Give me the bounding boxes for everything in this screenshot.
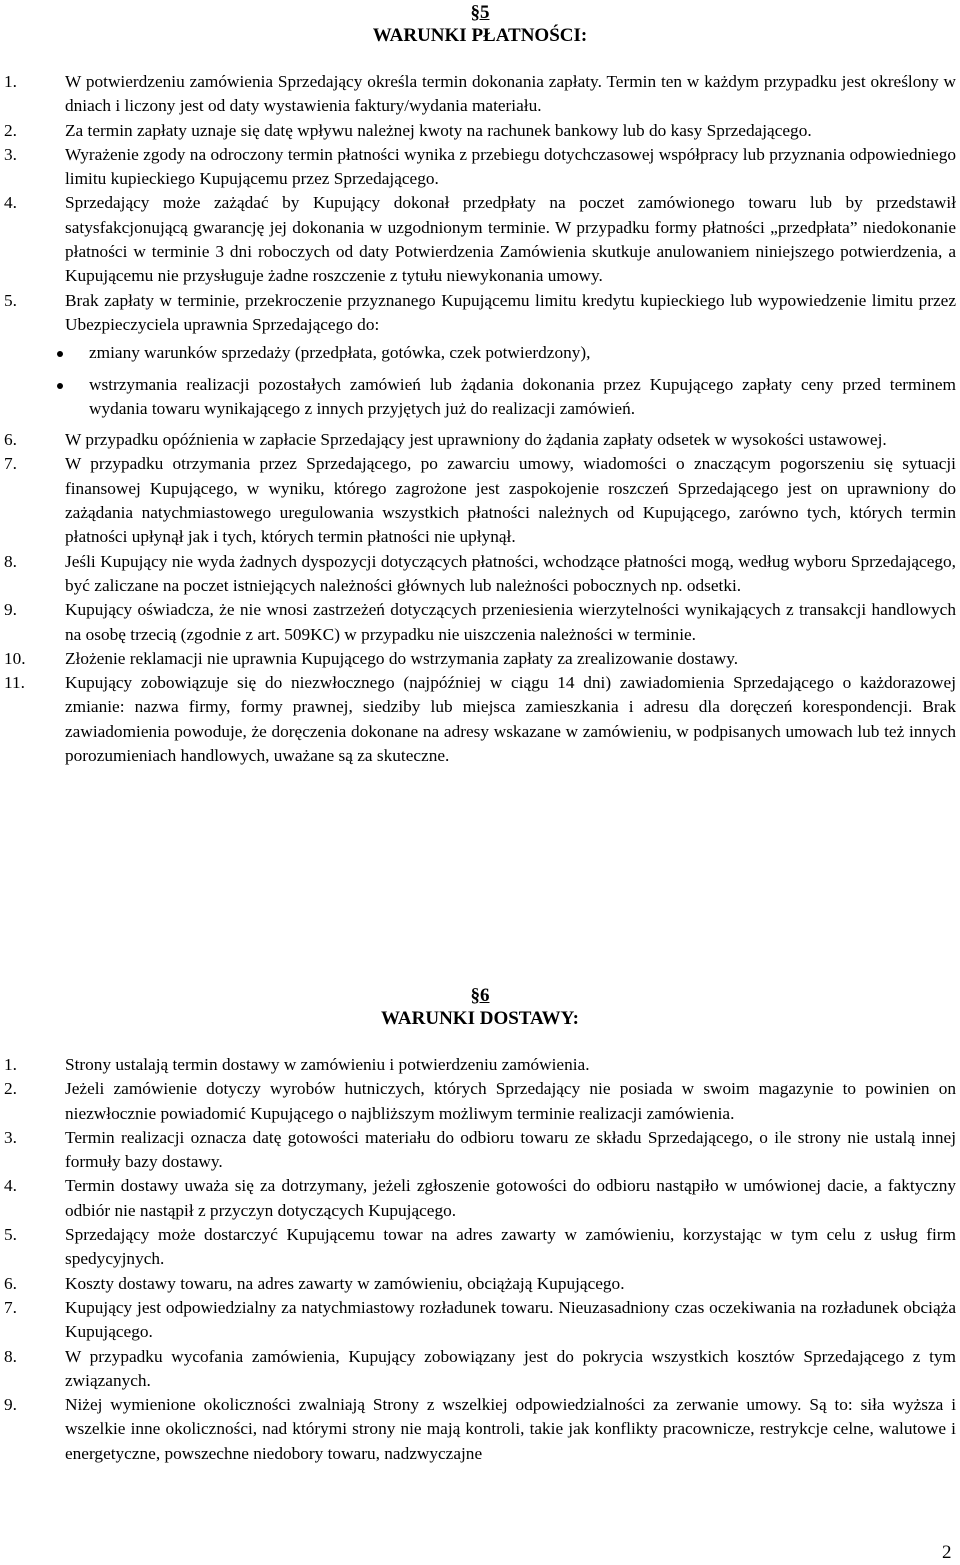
item-number: 1.: [4, 72, 17, 91]
item-number: 9.: [4, 600, 17, 620]
item-number: 8.: [4, 1346, 17, 1366]
item-text: W przypadku otrzymania przez Sprzedającego, po zawarciu umowy, wiadomości o znaczącym pogorszeniu się sytuacji finansowej Kupującego, w wyniku, którego zagrożone jest zaspokojenie roszczeń Sprzedającego jest on uprawniony do zażądania natychmiastowego uregulowania wszystkich płatności należnych od Kupującego, zarówno tych, których termin płatności upłynął jak i tych, których termin płatności nie upłynął.: [65, 454, 956, 547]
bullet-item: [0, 341, 956, 365]
item-number: 9.: [4, 1395, 17, 1415]
item-text: W potwierdzeniu zamówienia Sprzedający określa termin dokonania zapłaty. Termin ten w każdym przypadku jest określony w dniach i liczony jest od daty wystawienia faktury/wydania materiału.: [65, 72, 956, 116]
section-6-title: WARUNKI DOSTAWY:: [381, 1008, 579, 1029]
list-item: [0, 598, 960, 647]
item-number: 4.: [4, 1176, 17, 1196]
item-text: Sprzedający może zażądać by Kupujący dokonał przedpłaty na poczet zamówionego towaru lub by przedstawił satysfakcjonującą gwarancję jej dokonania w uzgodnionym terminie. W przypadku formy płatności „przedpłata” niedokonanie płatności w terminie 3 dni roboczych od daty Potwierdzenia Zamówienia skutkuje anulowaniem niniejszego potwierdzenia, a Kupującemu nie przysługuje żadne roszczenie z tytułu niewykonania umowy.: [65, 193, 956, 286]
item-number: 5.: [4, 1225, 17, 1245]
section-6-list: [0, 1053, 960, 1466]
section-5-list: [0, 70, 960, 768]
list-item: [0, 1393, 960, 1466]
item-number: 5.: [4, 290, 17, 310]
item-text: Koszty dostawy towaru, na adres zawarty w zamówieniu, obciążają Kupującego.: [65, 1273, 625, 1293]
list-item: [0, 428, 960, 452]
item-text: Kupujący zobowiązuje się do niezwłocznego (najpóźniej w ciągu 14 dni) zawiadomienia Sprzedającego o każdorazowej zmianie: nazwa firmy, formy prawnej, siedziby lub miejsca zamieszkania i adresu dla doręczeń korespondencji. Brak zawiadomienia powoduje, że doręczenia dokonane na adresy wskazane w zamówieniu, w podpisanych umowach lub też innych porozumieniach handlowych, uważane są za skuteczne.: [65, 673, 956, 766]
list-item: [0, 671, 960, 768]
item-text: Jeśli Kupujący nie wyda żadnych dyspozycji dotyczących płatności, wchodzące płatności mogą, według wyboru Sprzedającego, być zaliczane na poczet istniejących należności głównych lub należności pobocznych np. odsetki.: [65, 551, 956, 595]
section-5-title: WARUNKI PŁATNOŚCI:: [372, 25, 588, 46]
list-item: [0, 70, 960, 119]
item-number: 10.: [4, 648, 26, 668]
bullet-item: [0, 373, 956, 422]
list-item: [0, 550, 960, 599]
bullet-text: zmiany warunków sprzedaży (przedpłata, gotówka, czek potwierdzony),: [89, 343, 591, 363]
list-item: [0, 143, 960, 192]
list-item: [0, 1126, 960, 1175]
list-item: [0, 289, 960, 421]
bullet-text: wstrzymania realizacji pozostałych zamówień lub żądania dokonania przez Kupującego zapłaty ceny przed terminem wydania towaru wynikającego z innych przyjętych już do realizacji zamówień.: [89, 374, 956, 418]
list-item: [0, 1053, 960, 1077]
item-text: Jeżeli zamówienie dotyczy wyrobów hutniczych, których Sprzedający nie posiada w swoim magazynie to powinien on niezwłocznie powiadomić Kupującego o najbliższym możliwym terminie realizacji zamówienia.: [65, 1079, 956, 1123]
list-item: [0, 1077, 960, 1126]
item-text: Niżej wymienione okoliczności zwalniają Strony z wszelkiej odpowiedzialności za zerwanie umowy. Są to: siła wyższa i wszelkie inne okoliczności, nad którymi strony nie mają kontroli, takie jak konflikty pracownicze, restrykcje celne, walutowe i energetyczne, powszechne niedobory towaru, nadzwyczajne: [65, 1395, 956, 1463]
item-number: 6.: [4, 1273, 17, 1293]
list-item: [0, 1296, 960, 1345]
item-number: 7.: [4, 1297, 17, 1317]
item-number: 3.: [4, 1127, 17, 1147]
list-item: [0, 119, 960, 143]
item-number: 3.: [4, 144, 17, 164]
list-item: [0, 1174, 960, 1223]
item-text: Kupujący jest odpowiedzialny za natychmiastowy rozładunek towaru. Nieuzasadniony czas oczekiwania na rozładunek obciąża Kupującego.: [65, 1297, 956, 1342]
list-item: [0, 1345, 960, 1394]
list-item: [0, 452, 960, 549]
item-text: Sprzedający może dostarczyć Kupującemu towar na adres zawarty w zamówieniu, korzystając w tym celu z usług firm spedycyjnych.: [65, 1225, 956, 1269]
list-item: [0, 1272, 960, 1296]
item-number: 6.: [4, 430, 17, 450]
page-number: 2: [942, 1542, 952, 1563]
bullet-list: [0, 341, 956, 421]
item-number: 1.: [4, 1055, 17, 1074]
item-number: 2.: [4, 1079, 17, 1099]
item-text: Brak zapłaty w terminie, przekroczenie przyznanego Kupującemu limitu kredytu kupieckiego lub wypowiedzenie limitu przez Ubezpieczyciela uprawnia Sprzedającego do:: [65, 290, 956, 334]
item-text: Wyrażenie zgody na odroczony termin płatności wynika z przebiegu dotychczasowej współpracy lub przyznania odpowiedniego limitu kupieckiego Kupującemu przez Sprzedającego.: [65, 144, 956, 189]
item-text: Złożenie reklamacji nie uprawnia Kupującego do wstrzymania zapłaty za zrealizowanie dostawy.: [65, 648, 739, 668]
section-6-number: §6: [470, 985, 490, 1006]
item-text: Kupujący oświadcza, że nie wnosi zastrzeżeń dotyczących przeniesienia wierzytelności wynikających z transakcji handlowych na osobę trzecią (zgodnie z art. 509KC) w przypadku nie uiszczenia należności w terminie.: [65, 600, 956, 644]
item-text: W przypadku opóźnienia w zapłacie Sprzedający jest uprawniony do żądania zapłaty odsetek w wysokości ustawowej.: [65, 430, 887, 450]
item-text: Za termin zapłaty uznaje się datę wpływu należnej kwoty na rachunek bankowy lub do kasy Sprzedającego.: [65, 120, 812, 140]
item-number: 4.: [4, 193, 17, 213]
bullet-dot: [57, 383, 63, 389]
list-item: [0, 191, 960, 288]
item-text: Termin realizacji oznacza datę gotowości materiału do odbioru towaru ze składu Sprzedającego, o ile strony nie ustalą innej formuły bazy dostawy.: [65, 1127, 956, 1172]
list-item: [0, 647, 960, 671]
item-number: 8.: [4, 551, 17, 571]
list-item: [0, 1223, 960, 1272]
item-text: W przypadku wycofania zamówienia, Kupujący zobowiązany jest do pokrycia wszystkich kosztów Sprzedającego z tym związanych.: [65, 1346, 956, 1390]
item-number: 11.: [4, 673, 25, 693]
bullet-dot: [57, 351, 63, 357]
section-5-number: §5: [470, 2, 490, 23]
item-number: 2.: [4, 120, 17, 140]
item-text: Termin dostawy uważa się za dotrzymany, jeżeli zgłoszenie gotowości do odbioru nastąpiło w umówionej dacie, a faktyczny odbiór nie nastąpił z przyczyn dotyczących Kupującego.: [65, 1176, 956, 1220]
item-text: Strony ustalają termin dostawy w zamówieniu i potwierdzeniu zamówienia.: [65, 1055, 590, 1074]
item-number: 7.: [4, 454, 17, 474]
